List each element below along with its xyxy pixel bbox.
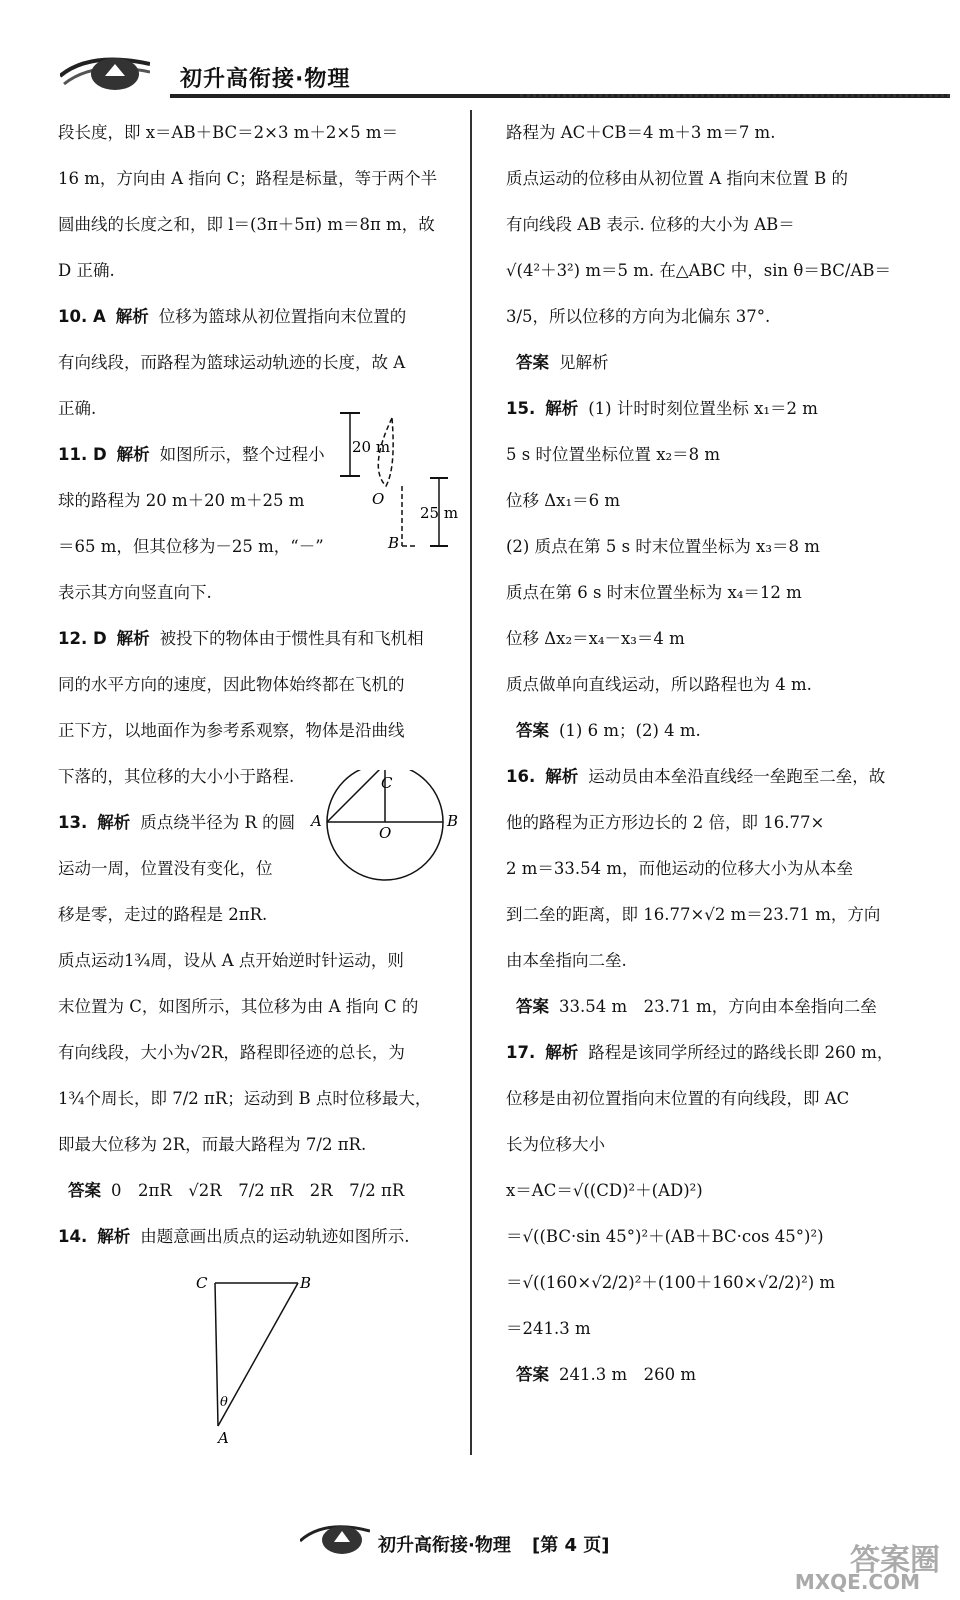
left-column [58, 110, 458, 1260]
answer-text: 0 2πR √2R 7/2 πR 2R 7/2 πR [111, 1181, 405, 1200]
text-line: 位移是由初位置指向末位置的有向线段，即 AC [506, 1089, 850, 1108]
text-line [506, 386, 901, 432]
answer-text: 运动员由本垒沿直线经一垒跑至二垒，故 [588, 767, 886, 786]
q13-label-C: C [381, 774, 393, 792]
answer-text: 见解析 [559, 353, 609, 372]
answer-text: 位移为篮球从初位置指向末位置的 [158, 307, 407, 326]
text-line: 质点在第 6 s 时末位置坐标为 x₄＝12 m [506, 583, 802, 602]
answer-keyword: 解析 [116, 445, 150, 464]
publisher-logo-icon [60, 46, 150, 96]
q11-label-20m: 20 m [352, 438, 391, 456]
text-line: 到二垒的距离，即 16.77×√2 m＝23.71 m，方向 [506, 905, 881, 924]
text-line: 末位置为 C，如图所示，其位移为由 A 指向 C 的 [58, 997, 419, 1016]
answer-keyword: 解析 [116, 629, 150, 648]
text-line [58, 1168, 458, 1214]
text-line [506, 340, 901, 386]
text-line: ＝√((BC·sin 45°)²＋(AB＋BC·cos 45°)²) [506, 1227, 824, 1246]
text-line [506, 1352, 901, 1398]
question-number: 12. D [58, 629, 107, 648]
question-number: 16. [506, 767, 536, 786]
text-line: 16 m，方向由 A 指向 C；路程是标量，等于两个半 [58, 169, 438, 188]
text-line: ＝241.3 m [506, 1319, 591, 1338]
answer-keyword: 解析 [545, 767, 579, 786]
text-line: 质点运动的位移由从初位置 A 指向末位置 B 的 [506, 169, 849, 188]
answer-keyword: 答案 [516, 721, 549, 740]
answer-text: 被投下的物体由于惯性具有和飞机相 [159, 629, 424, 648]
question-number: 15. [506, 399, 536, 418]
question-number: 10. A [58, 307, 106, 326]
text-line [58, 1214, 458, 1260]
text-line: 位移 Δx₁＝6 m [506, 491, 620, 510]
question-number: 13. [58, 813, 88, 832]
answer-keyword: 解析 [545, 399, 579, 418]
q11-figure [330, 408, 460, 558]
header-title: 初升高衔接·物理 [180, 67, 351, 92]
question-number: 14. [58, 1227, 88, 1246]
text-line: x＝AC＝√((CD)²＋(AD)²) [506, 1181, 703, 1200]
text-line: 下落的，其位移的大小小于路程. [58, 767, 295, 786]
q14-label-C: C [196, 1274, 208, 1292]
text-line: √(4²＋3²) m＝5 m. 在△ABC 中，sin θ＝BC/AB＝ [506, 261, 891, 280]
text-line: 移是零，走过的路程是 2πR. [58, 905, 268, 924]
text-line [58, 294, 458, 340]
q13-label-O: O [379, 824, 392, 842]
q13-circle-figure [305, 770, 465, 900]
text-line: 5 s 时位置坐标位置 x₂＝8 m [506, 445, 721, 464]
header-dotted-rule [520, 94, 950, 97]
text-line: 由本垒指向二垒. [506, 951, 627, 970]
q14-label-A: A [218, 1429, 229, 1447]
answer-keyword: 答案 [68, 1181, 101, 1200]
text-line: ＝√((160×√2/2)²＋(100＋160×√2/2)²) m [506, 1273, 836, 1292]
text-line: 即最大位移为 2R，而最大路程为 7/2 πR. [58, 1135, 367, 1154]
text-line [506, 754, 901, 800]
text-line: 2 m＝33.54 m，而他运动的位移大小为从本垒 [506, 859, 854, 878]
text-line: 有向线段，而路程为篮球运动轨迹的长度，故 A [58, 353, 406, 372]
page-header [20, 40, 950, 105]
text-line: 质点做单向直线运动，所以路程也为 4 m. [506, 675, 812, 694]
answer-keyword: 答案 [516, 353, 549, 372]
text-line: ＝65 m，但其位移为－25 m，“－” [58, 537, 324, 556]
text-line [506, 1030, 901, 1076]
text-line: 同的水平方向的速度，因此物体始终都在飞机的 [58, 675, 405, 694]
answer-keyword: 解析 [545, 1043, 579, 1062]
right-column [506, 110, 901, 1398]
text-line: 有向线段，大小为√2R，路程即径迹的总长，为 [58, 1043, 405, 1062]
answer-text: (1) 6 m；(2) 4 m. [559, 721, 701, 740]
q13-label-A: A [311, 812, 322, 830]
text-line: 运动一周，位置没有变化，位 [58, 859, 273, 878]
text-line: 质点运动1¾周，设从 A 点开始逆时针运动，则 [58, 951, 404, 970]
text-line: 路程为 AC＋CB＝4 m＋3 m＝7 m. [506, 123, 776, 142]
text-line: 正确. [58, 399, 97, 418]
answer-text: 质点绕半径为 R 的圆 [140, 813, 296, 832]
q13-label-B: B [447, 812, 459, 830]
footer-title: 初升高衔接·物理 [378, 1535, 511, 1556]
question-number: 17. [506, 1043, 536, 1062]
q14-label-theta: θ [220, 1395, 228, 1410]
watermark-logo: 答案圈 [850, 1543, 940, 1578]
text-line: 正下方，以地面作为参考系观察，物体是沿曲线 [58, 721, 405, 740]
answer-text: 路程是该同学所经过的路线长即 260 m， [588, 1043, 894, 1062]
text-line: 长为位移大小 [506, 1135, 605, 1154]
text-line: 段长度，即 x＝AB＋BC＝2×3 m＋2×5 m＝ [58, 123, 399, 142]
text-line: 他的路程为正方形边长的 2 倍，即 16.77× [506, 813, 825, 832]
text-line: 圆曲线的长度之和，即 l＝(3π＋5π) m＝8π m，故 [58, 215, 435, 234]
answer-keyword: 解析 [115, 307, 149, 326]
watermark-url: MXQE.COM [794, 1570, 920, 1594]
q11-label-O: O [372, 490, 385, 508]
q11-label-B: B [388, 534, 400, 552]
answer-text: 33.54 m 23.71 m，方向由本垒指向二垒 [559, 997, 877, 1016]
text-line [506, 984, 901, 1030]
page-number: [第 4 页] [532, 1535, 610, 1556]
q14-triangle-figure [190, 1268, 330, 1448]
answer-text: (1) 计时时刻位置坐标 x₁＝2 m [588, 399, 818, 418]
answer-text: 如图所示，整个过程小 [159, 445, 325, 464]
footer-logo-icon [300, 1515, 370, 1560]
text-line: 表示其方向竖直向下. [58, 583, 212, 602]
text-line: D 正确. [58, 261, 115, 280]
q11-label-25m: 25 m [420, 504, 459, 522]
column-divider [470, 110, 472, 1455]
q14-label-B: B [300, 1274, 312, 1292]
question-number: 11. D [58, 445, 107, 464]
text-line: 位移 Δx₂＝x₄－x₃＝4 m [506, 629, 685, 648]
text-line: (2) 质点在第 5 s 时末位置坐标为 x₃＝8 m [506, 537, 820, 556]
text-line: 有向线段 AB 表示. 位移的大小为 AB＝ [506, 215, 795, 234]
answer-keyword: 解析 [97, 813, 131, 832]
text-line: 3/5，所以位移的方向为北偏东 37°. [506, 307, 771, 326]
answer-text: 由题意画出质点的运动轨迹如图所示. [140, 1227, 410, 1246]
answer-text: 241.3 m 260 m [559, 1365, 697, 1384]
page-footer [300, 1515, 700, 1575]
text-line: 球的路程为 20 m＋20 m＋25 m [58, 491, 305, 510]
answer-keyword: 答案 [516, 997, 549, 1016]
text-line [58, 616, 458, 662]
text-line: 1¾个周长，即 7/2 πR；运动到 B 点时位移最大， [58, 1089, 432, 1108]
text-line [506, 708, 901, 754]
answer-keyword: 解析 [97, 1227, 131, 1246]
answer-keyword: 答案 [516, 1365, 549, 1384]
